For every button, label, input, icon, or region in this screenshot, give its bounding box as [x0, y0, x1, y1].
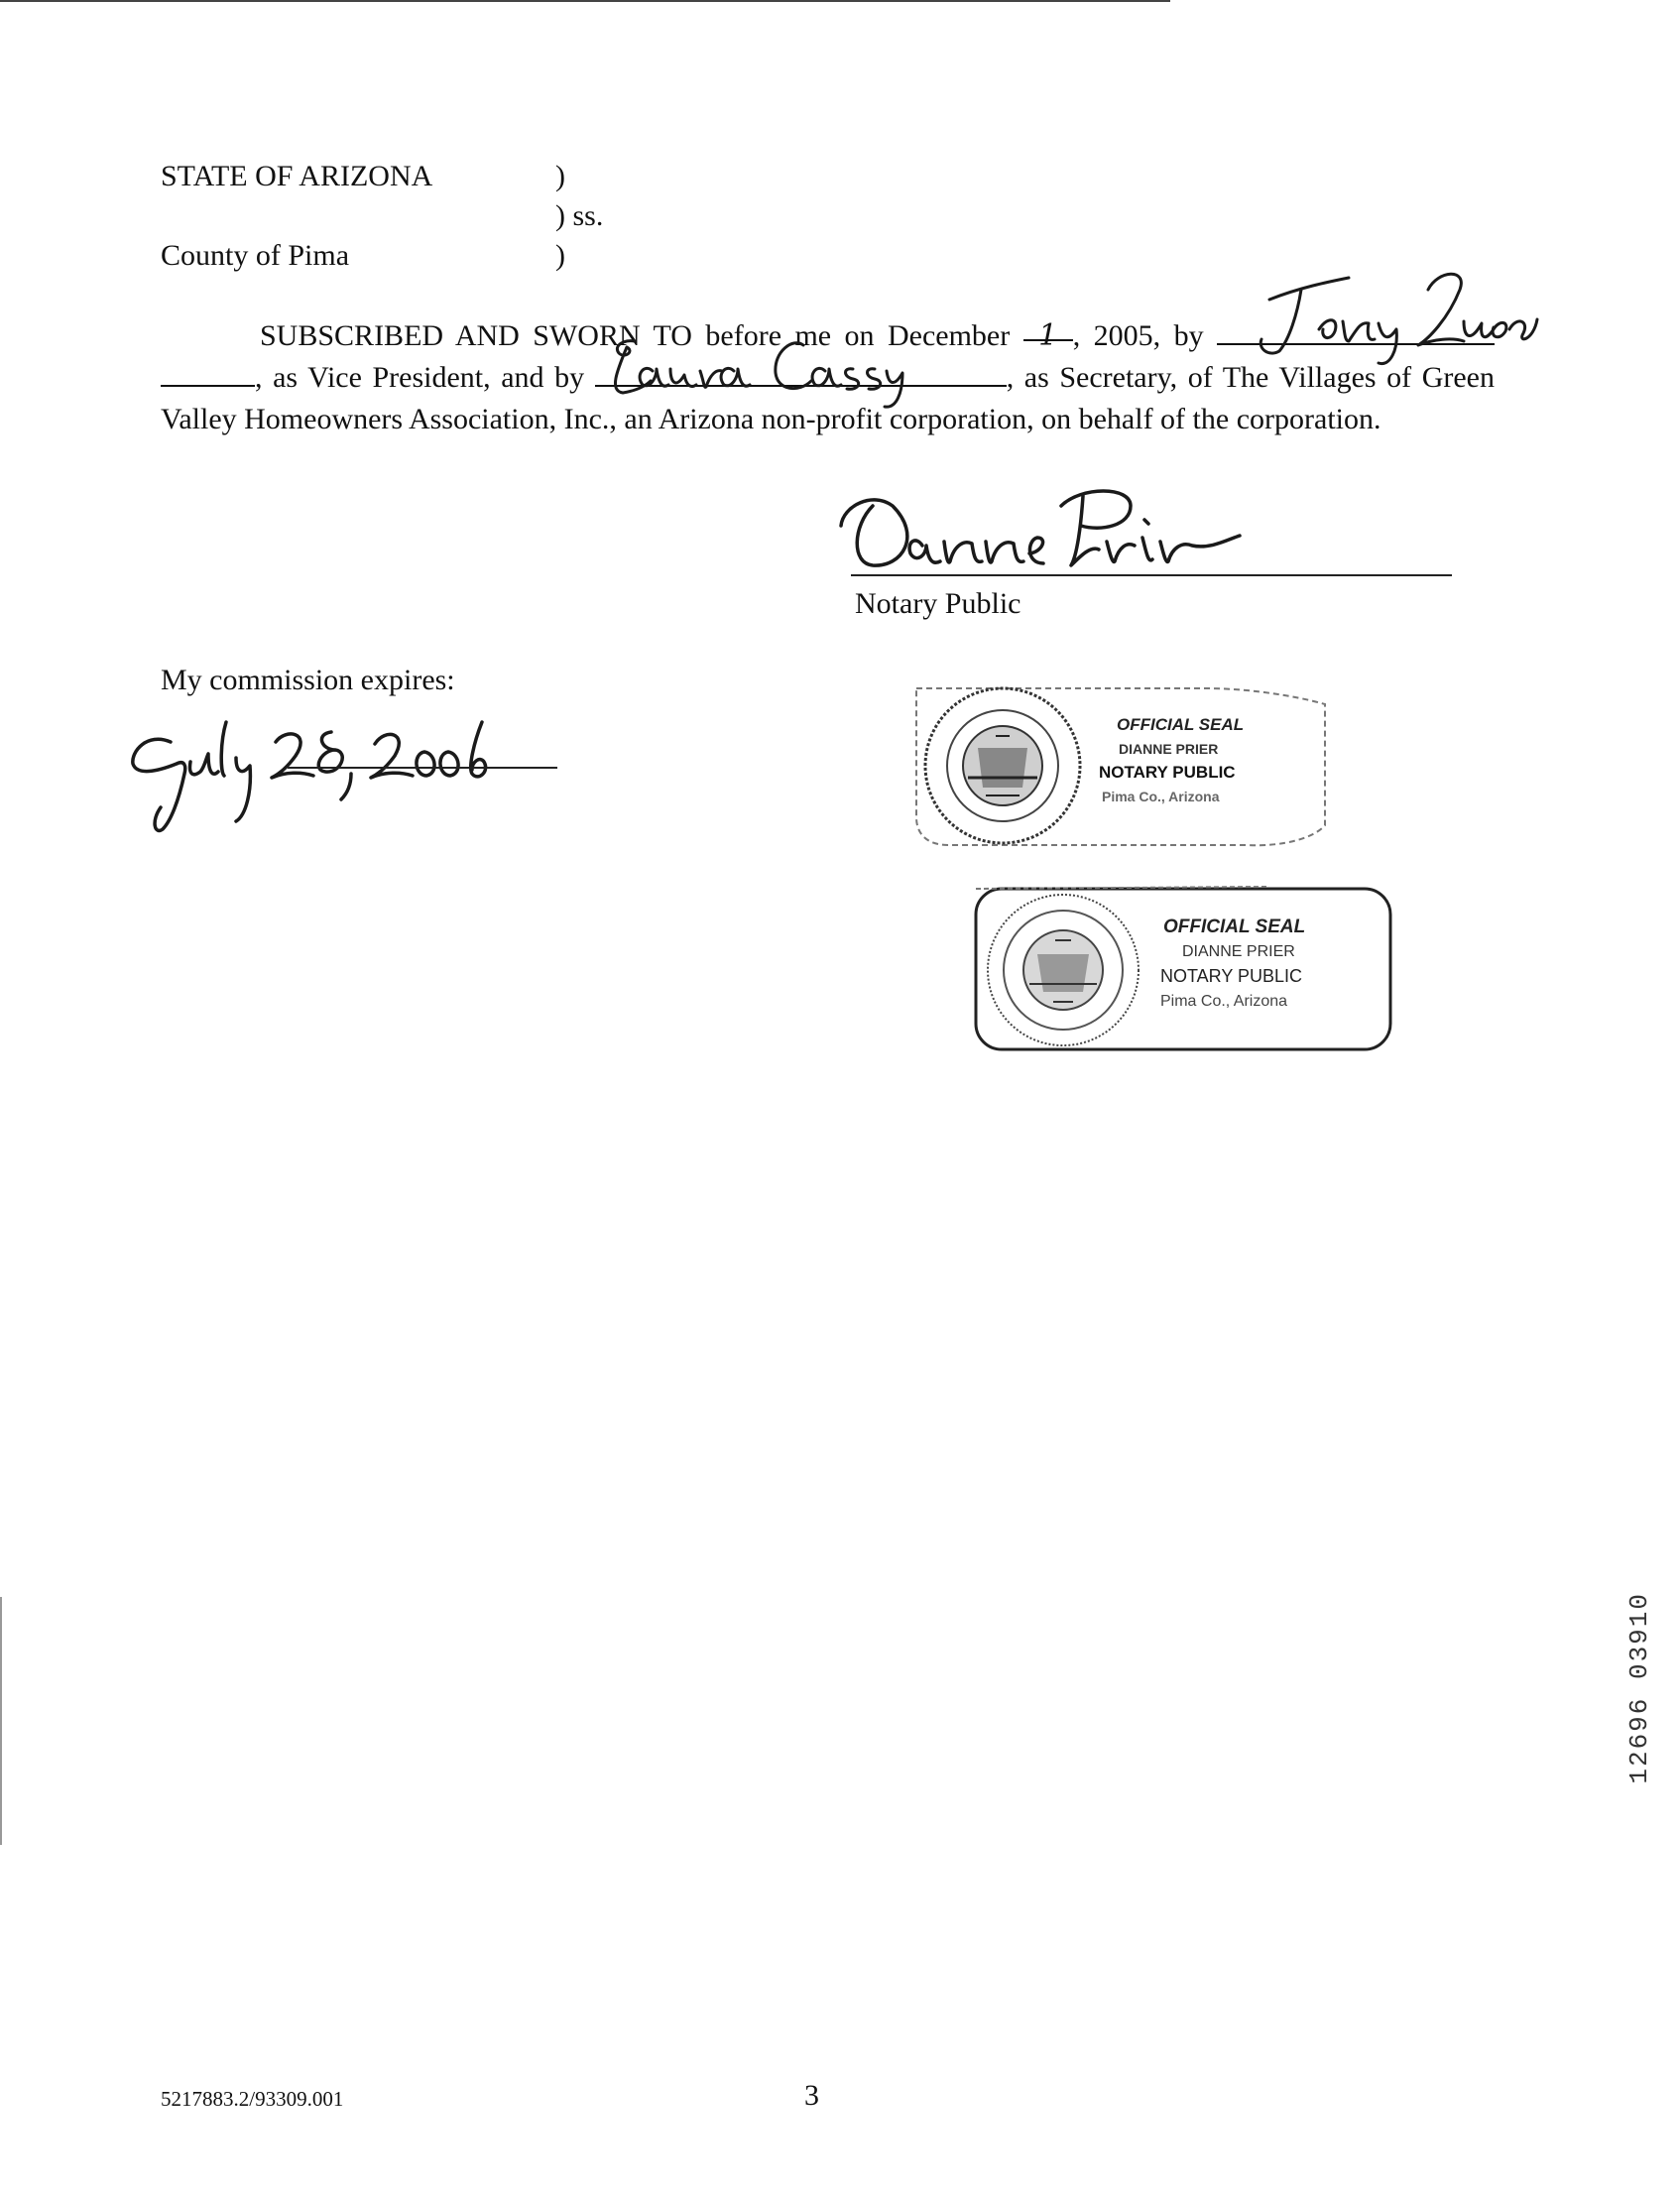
seal-line: OFFICIAL SEAL — [1163, 917, 1306, 937]
day-blank — [1023, 315, 1073, 353]
jurat-text: , as Secretary, of The Villages of Green Valley Homeowners Association, Inc., an Arizona non-profit corporation, on behalf of the corporation. — [161, 361, 1495, 435]
seal-line: NOTARY PUBLIC — [1160, 966, 1303, 986]
seal-line: OFFICIAL SEAL — [1117, 715, 1245, 734]
commission-date-handwritten — [127, 712, 504, 841]
jurat-text: SUBSCRIBED AND SWORN TO before me on December — [260, 319, 1011, 352]
scan-edge-mark — [0, 1597, 2, 1845]
signer1-blank-cont — [161, 361, 255, 387]
notary-signature-line — [851, 574, 1452, 576]
jurat-text: , 2005, by — [1072, 319, 1204, 352]
seal-line: Pima Co., Arizona — [1102, 789, 1220, 804]
page-number: 3 — [804, 2079, 819, 2112]
venue-county: County of Pima — [161, 239, 350, 272]
day-handwritten: 1 — [1038, 318, 1058, 353]
venue-paren: ) — [555, 160, 565, 192]
seal-line: DIANNE PRIER — [1182, 943, 1295, 960]
commission-line — [288, 767, 557, 769]
seal-line: Pima Co., Arizona — [1160, 993, 1288, 1010]
commission-label: My commission expires: — [161, 664, 455, 696]
venue-paren: ) — [555, 239, 565, 272]
notary-signature — [833, 466, 1250, 585]
seal-line: NOTARY PUBLIC — [1099, 763, 1236, 782]
venue-ss: ) ss. — [555, 199, 604, 232]
jurat-text: , as Vice President, and by — [255, 361, 585, 394]
signer1-signature — [1240, 260, 1537, 369]
signer2-signature — [605, 331, 942, 411]
scan-edge-line — [0, 0, 1170, 2]
venue-state: STATE OF ARIZONA — [161, 160, 433, 192]
recording-number: 12696 03910 — [1624, 1592, 1654, 1784]
notary-seal-stamp — [908, 678, 1335, 853]
notary-seal-stamp — [972, 881, 1400, 1057]
document-id: 5217883.2/93309.001 — [161, 2087, 344, 2111]
notary-label: Notary Public — [855, 587, 1021, 620]
seal-line: DIANNE PRIER — [1119, 741, 1219, 757]
